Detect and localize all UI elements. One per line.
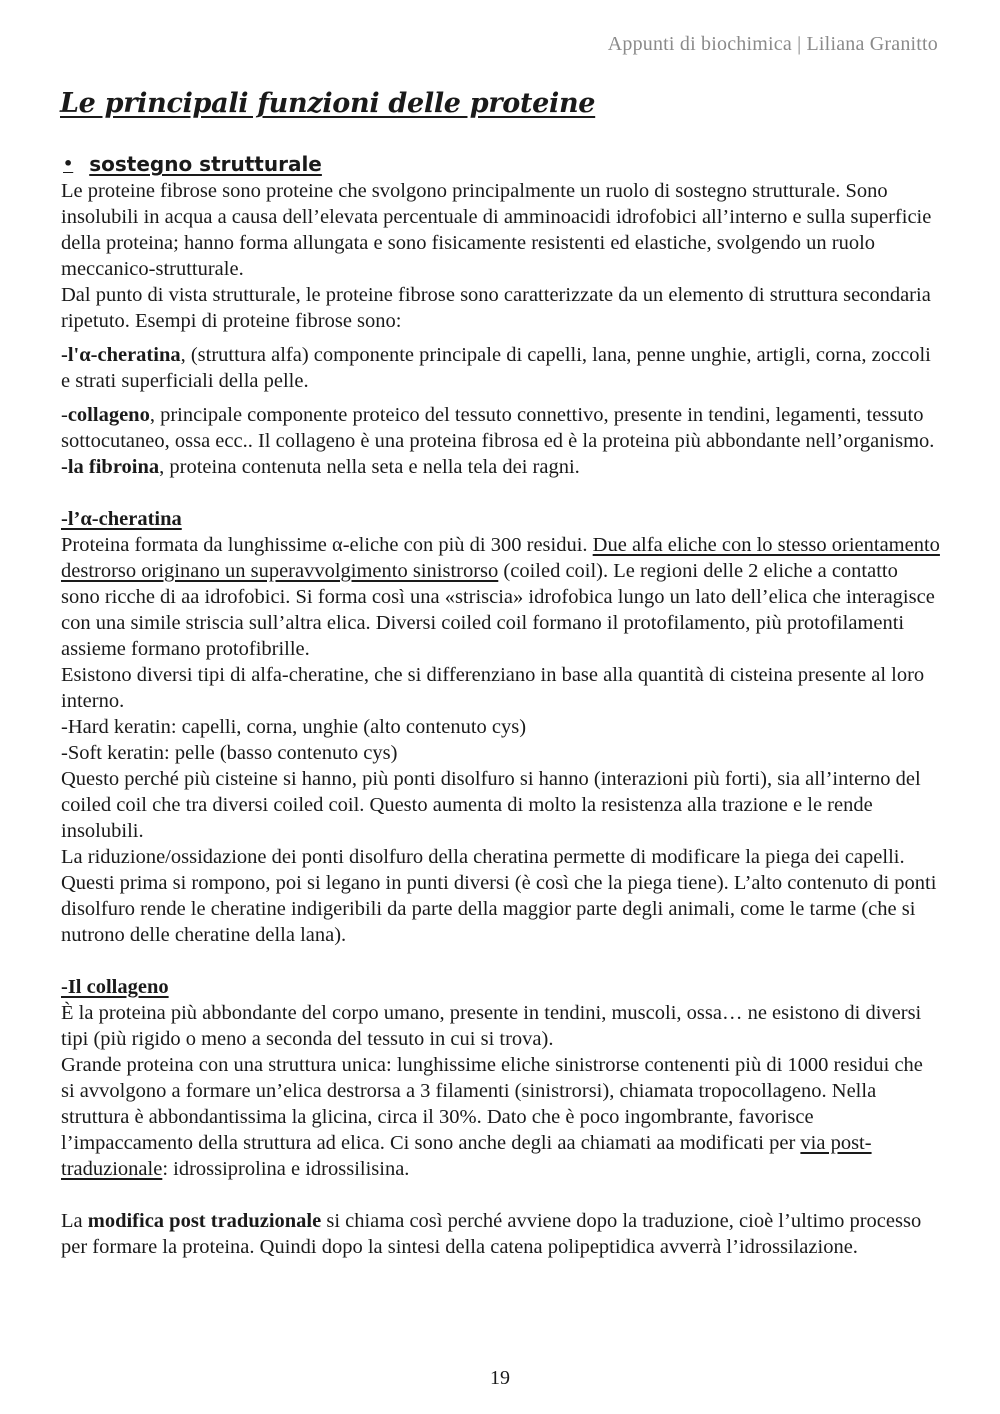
keratin-text-a: Proteina formata da lunghissime α-eliche con più di 300 residui.: [61, 534, 593, 556]
example-keratin: [61, 342, 941, 394]
example-fibroin: [61, 454, 941, 480]
paragraph-collagen-abundance: È la proteina più abbondante del corpo umano, presente in tendini, muscoli, ossa… ne esistono di diversi tipi (più rigido o meno a seconda del tessuto in cui si trova).: [61, 1002, 922, 1050]
paragraph-keratin-structure: [61, 532, 941, 662]
paragraph-keratin-cysteine: Questo perché più cisteine si hanno, più ponti disolfuro si hanno (interazioni più forti), sia all’interno del coiled coil che tra diversi coiled coil. Questo aumenta di molto la resistenza alla trazione e le rende insolubili.: [61, 768, 921, 842]
bullet-icon: •: [63, 154, 74, 173]
example-collagen-prefix: -: [61, 404, 68, 426]
running-header: Appunti di biochimica | Liliana Granitto: [607, 33, 938, 55]
collagen-text-b: : idrossiprolina e idrossilisina.: [162, 1158, 410, 1180]
page-body: [61, 150, 941, 1260]
paragraph-fibrous-intro: Le proteine fibrose sono proteine che svolgono principalmente un ruolo di sostegno strutturale. Sono insolubili in acqua a causa dell’elevata percentuale di amminoacidi idrofobici all’interno e sulla superficie della proteina; hanno forma allungata e sono fisicamente resistenti ed elastiche, svolgendo un ruolo meccanico-strutturale.: [61, 180, 932, 280]
collagen-heading: -Il collageno: [61, 976, 169, 998]
soft-keratin-item: -Soft keratin: pelle (basso contenuto cys): [61, 742, 398, 764]
paragraph-collagen-structure: [61, 1052, 941, 1182]
example-keratin-text: , (struttura alfa) componente principale di capelli, lana, penne unghie, artigli, corna, zoccoli e strati superficiali della pelle.: [61, 344, 931, 392]
keratin-text-b: (coiled coil). Le regioni delle 2 eliche a contatto sono ricche di aa idrofobici. Si forma così una «striscia» idrofobica lungo un lato dell’elica che interagisce con una simile striscia sull’altra elica. Diversi coiled coil formano il protofilamento, più protofilamenti assieme formano protofibrille.: [61, 560, 935, 660]
page-number: 19: [490, 1367, 510, 1389]
example-collagen-text: , principale componente proteico del tessuto connettivo, presente in tendini, legamenti, tessuto sottocutaneo, ossa ecc.. Il collageno è una proteina fibrosa ed è la proteina più abbondante nell’organismo.: [61, 404, 935, 452]
hard-keratin-item: -Hard keratin: capelli, corna, unghie (alto contenuto cys): [61, 716, 527, 738]
page-title: Le principali funzioni delle proteine: [60, 88, 596, 119]
example-keratin-term: -l'α-cheratina: [61, 344, 181, 366]
example-collagen-term: collageno: [67, 404, 150, 426]
ptm-bold-term: modifica post traduzionale: [87, 1210, 322, 1232]
section-heading-label: sostegno strutturale: [89, 152, 322, 176]
section-heading: [61, 150, 941, 178]
example-fibroin-term: -la fibroina: [61, 456, 160, 478]
paragraph-keratin-types: Esistono diversi tipi di alfa-cheratine, che si differenziano in base alla quantità di cisteina presente al loro interno.: [61, 664, 925, 712]
ptm-text-b: si chiama così perché avviene dopo la traduzione, cioè l’ultimo processo per formare la proteina. Quindi dopo la sintesi della catena polipeptidica avverrà l’idrossilazione.: [61, 1210, 922, 1258]
example-fibroin-text: , proteina contenuta nella seta e nella tela dei ragni.: [159, 456, 580, 478]
collagen-underlined-text: via post-traduzionale: [61, 1132, 872, 1180]
keratin-underlined-text: Due alfa eliche con lo stesso orientamento destrorso originano un superavvolgimento sinistrorso: [61, 534, 940, 582]
paragraph-keratin-disulfide: La riduzione/ossidazione dei ponti disolfuro della cheratina permette di modificare la piega dei capelli. Questi prima si rompono, poi si legano in punti diversi (è così che la piega tiene). L’alto contenuto di ponti disolfuro rende le cheratine indigeribili da parte della maggior parte degli animali, come le tarme (che si nutrono delle cheratine della lana).: [61, 846, 937, 946]
keratin-heading: -l’α-cheratina: [61, 508, 182, 530]
example-collagen: [61, 402, 941, 454]
paragraph-fibrous-structure: Dal punto di vista strutturale, le proteine fibrose sono caratterizzate da un elemento di struttura secondaria ripetuto. Esempi di proteine fibrose sono:: [61, 284, 931, 332]
paragraph-post-translational: [61, 1208, 941, 1260]
ptm-text-a: La: [61, 1210, 88, 1232]
collagen-text-a: Grande proteina con una struttura unica: lunghissime eliche sinistrorse contenenti più di 1000 residui che si avvolgono a formare un’elica destrorsa a 3 filamenti (sinistrorsi), chiamata tropocollageno. Nella struttura è abbondantissima la glicina, circa il 30%. Dato che è poco ingombrante, favorisce l’impaccamento della struttura ad elica. Ci sono anche degli aa chiamati aa modificati per: [61, 1054, 923, 1154]
